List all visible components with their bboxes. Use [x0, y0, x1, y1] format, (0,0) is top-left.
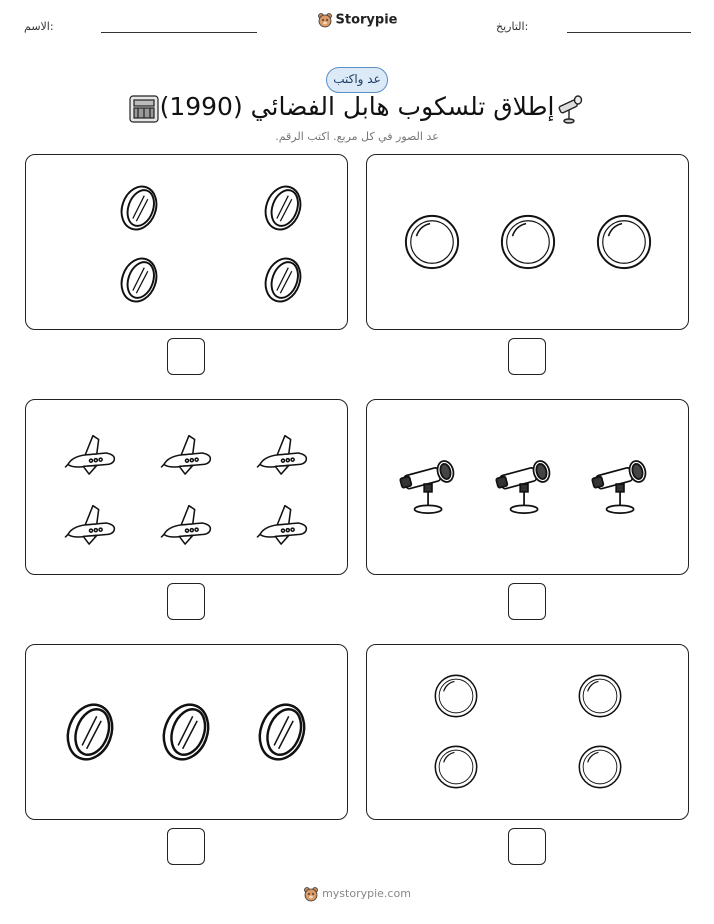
- name-line[interactable]: [101, 32, 257, 33]
- bear-icon: [303, 886, 319, 902]
- bubble-icon: [403, 213, 461, 275]
- date-line[interactable]: [567, 32, 691, 33]
- answer-box[interactable]: [508, 583, 546, 620]
- bubble-icon: [577, 673, 623, 723]
- space-shuttle-icon: [64, 428, 118, 480]
- coin-icon: [254, 700, 310, 768]
- bear-icon: [317, 12, 333, 28]
- name-label: الاسم:: [24, 20, 54, 33]
- footer: [0, 886, 714, 902]
- answer-box[interactable]: [167, 828, 205, 865]
- hubble-telescope-icon: [128, 94, 160, 124]
- bubble-icon: [577, 744, 623, 794]
- space-shuttle-icon: [160, 428, 214, 480]
- coin-icon: [261, 254, 305, 310]
- space-shuttle-icon: [256, 498, 310, 550]
- counting-panel: [25, 399, 348, 575]
- answer-box[interactable]: [508, 828, 546, 865]
- bubble-icon: [433, 673, 479, 723]
- counting-panel: [366, 644, 689, 820]
- coin-icon: [62, 700, 118, 768]
- bubble-icon: [433, 744, 479, 794]
- space-shuttle-icon: [64, 498, 118, 550]
- answer-box[interactable]: [167, 338, 205, 375]
- space-shuttle-icon: [160, 498, 214, 550]
- counting-panel: [25, 154, 348, 330]
- telescope-icon: [399, 456, 461, 520]
- coin-icon: [117, 182, 161, 238]
- answer-box[interactable]: [508, 338, 546, 375]
- date-label: التاريخ:: [496, 20, 529, 33]
- page-title: إطلاق تلسكوب هابل الفضائي (1990): [159, 92, 555, 121]
- counting-panel: [25, 644, 348, 820]
- bubble-icon: [499, 213, 557, 275]
- activity-badge: عد واكتب: [326, 67, 388, 93]
- telescope-icon: [495, 456, 557, 520]
- coin-icon: [261, 182, 305, 238]
- counting-panel: [366, 154, 689, 330]
- answer-box[interactable]: [167, 583, 205, 620]
- bubble-icon: [595, 213, 653, 275]
- footer-url: mystorypie.com: [322, 887, 411, 900]
- brand-name: Storypie: [335, 12, 398, 28]
- space-shuttle-icon: [256, 428, 310, 480]
- brand-logo: [0, 12, 714, 28]
- telescope-icon: [591, 456, 653, 520]
- counting-panel: [366, 399, 689, 575]
- coin-icon: [117, 254, 161, 310]
- coin-icon: [158, 700, 214, 768]
- instructions: عد الصور في كل مربع. اكتب الرقم.: [275, 130, 439, 143]
